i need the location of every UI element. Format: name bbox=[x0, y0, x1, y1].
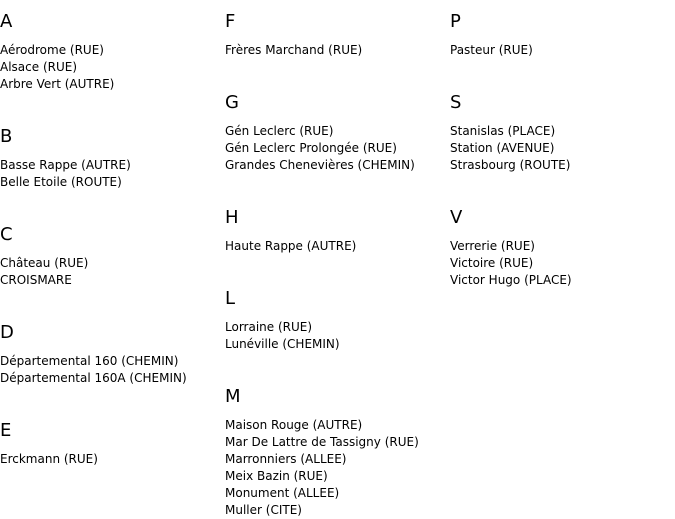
street-item[interactable]: Haute Rappe (AUTRE) bbox=[225, 239, 357, 253]
street-item[interactable]: Monument (ALLEE) bbox=[225, 486, 340, 500]
letter-heading: B bbox=[0, 126, 13, 147]
street-item[interactable]: Aérodrome (RUE) bbox=[0, 43, 104, 57]
letter-group-l bbox=[225, 277, 450, 375]
street-item[interactable]: Station (AVENUE) bbox=[450, 141, 555, 155]
street-list bbox=[225, 238, 450, 255]
street-item[interactable]: Erckmann (RUE) bbox=[0, 452, 98, 466]
street-item[interactable]: Départemental 160 (CHEMIN) bbox=[0, 354, 179, 368]
letter-group-p bbox=[450, 0, 675, 81]
letter-group-s bbox=[450, 81, 675, 196]
group-spacer bbox=[0, 387, 225, 409]
street-list bbox=[225, 123, 450, 174]
street-item[interactable]: Meix Bazin (RUE) bbox=[225, 469, 328, 483]
street-item[interactable]: Muller (CITE) bbox=[225, 503, 302, 517]
street-item[interactable]: Victor Hugo (PLACE) bbox=[450, 273, 572, 287]
street-item[interactable]: Gén Leclerc (RUE) bbox=[225, 124, 334, 138]
street-index-column-3 bbox=[450, 0, 675, 289]
street-list bbox=[225, 319, 450, 353]
street-list bbox=[450, 123, 675, 174]
street-item[interactable]: CROISMARE bbox=[0, 273, 72, 287]
letter-group-v bbox=[450, 196, 675, 289]
street-list bbox=[225, 417, 450, 519]
street-list bbox=[450, 238, 675, 289]
letter-group-h bbox=[225, 196, 450, 277]
street-item[interactable]: Lorraine (RUE) bbox=[225, 320, 313, 334]
letter-group-m bbox=[225, 375, 450, 519]
street-item[interactable]: Gén Leclerc Prolongée (RUE) bbox=[225, 141, 397, 155]
group-spacer bbox=[225, 174, 450, 196]
letter-heading: H bbox=[225, 207, 239, 228]
street-item[interactable]: Basse Rappe (AUTRE) bbox=[0, 158, 131, 172]
letter-heading: S bbox=[450, 92, 462, 113]
street-item[interactable]: Strasbourg (ROUTE) bbox=[450, 158, 571, 172]
street-list bbox=[0, 451, 225, 468]
group-spacer bbox=[0, 191, 225, 213]
letter-heading: F bbox=[225, 11, 236, 32]
street-item[interactable]: Stanislas (PLACE) bbox=[450, 124, 556, 138]
street-list bbox=[225, 42, 450, 59]
street-index-column-2 bbox=[225, 0, 450, 519]
letter-group-a bbox=[0, 0, 225, 115]
group-spacer bbox=[225, 255, 450, 277]
street-item[interactable]: Victoire (RUE) bbox=[450, 256, 534, 270]
letter-heading: D bbox=[0, 322, 14, 343]
street-item[interactable]: Château (RUE) bbox=[0, 256, 89, 270]
group-spacer bbox=[450, 174, 675, 196]
letter-group-b bbox=[0, 115, 225, 213]
street-item[interactable]: Pasteur (RUE) bbox=[450, 43, 533, 57]
letter-heading: A bbox=[0, 11, 13, 32]
street-list bbox=[0, 255, 225, 289]
street-item[interactable]: Belle Etoile (ROUTE) bbox=[0, 175, 122, 189]
letter-heading: G bbox=[225, 92, 239, 113]
letter-group-d bbox=[0, 311, 225, 409]
letter-group-g bbox=[225, 81, 450, 196]
letter-heading: M bbox=[225, 386, 241, 407]
street-item[interactable]: Mar De Lattre de Tassigny (RUE) bbox=[225, 435, 419, 449]
street-item[interactable]: Alsace (RUE) bbox=[0, 60, 78, 74]
street-item[interactable]: Frères Marchand (RUE) bbox=[225, 43, 363, 57]
street-list bbox=[0, 42, 225, 93]
street-list bbox=[0, 353, 225, 387]
street-item[interactable]: Verrerie (RUE) bbox=[450, 239, 535, 253]
group-spacer bbox=[225, 353, 450, 375]
street-item[interactable]: Maison Rouge (AUTRE) bbox=[225, 418, 363, 432]
street-item[interactable]: Lunéville (CHEMIN) bbox=[225, 337, 340, 351]
group-spacer bbox=[450, 59, 675, 81]
group-spacer bbox=[0, 93, 225, 115]
street-index-column-1 bbox=[0, 0, 225, 468]
letter-heading: C bbox=[0, 224, 13, 245]
street-item[interactable]: Grandes Chenevières (CHEMIN) bbox=[225, 158, 415, 172]
street-list bbox=[450, 42, 675, 59]
group-spacer bbox=[0, 289, 225, 311]
street-item[interactable]: Départemental 160A (CHEMIN) bbox=[0, 371, 187, 385]
letter-group-f bbox=[225, 0, 450, 81]
letter-heading: E bbox=[0, 420, 12, 441]
letter-heading: P bbox=[450, 11, 461, 32]
letter-group-c bbox=[0, 213, 225, 311]
street-list bbox=[0, 157, 225, 191]
letter-heading: V bbox=[450, 207, 463, 228]
street-item[interactable]: Arbre Vert (AUTRE) bbox=[0, 77, 115, 91]
group-spacer bbox=[225, 59, 450, 81]
street-item[interactable]: Marronniers (ALLEE) bbox=[225, 452, 347, 466]
letter-heading: L bbox=[225, 288, 236, 309]
letter-group-e bbox=[0, 409, 225, 468]
